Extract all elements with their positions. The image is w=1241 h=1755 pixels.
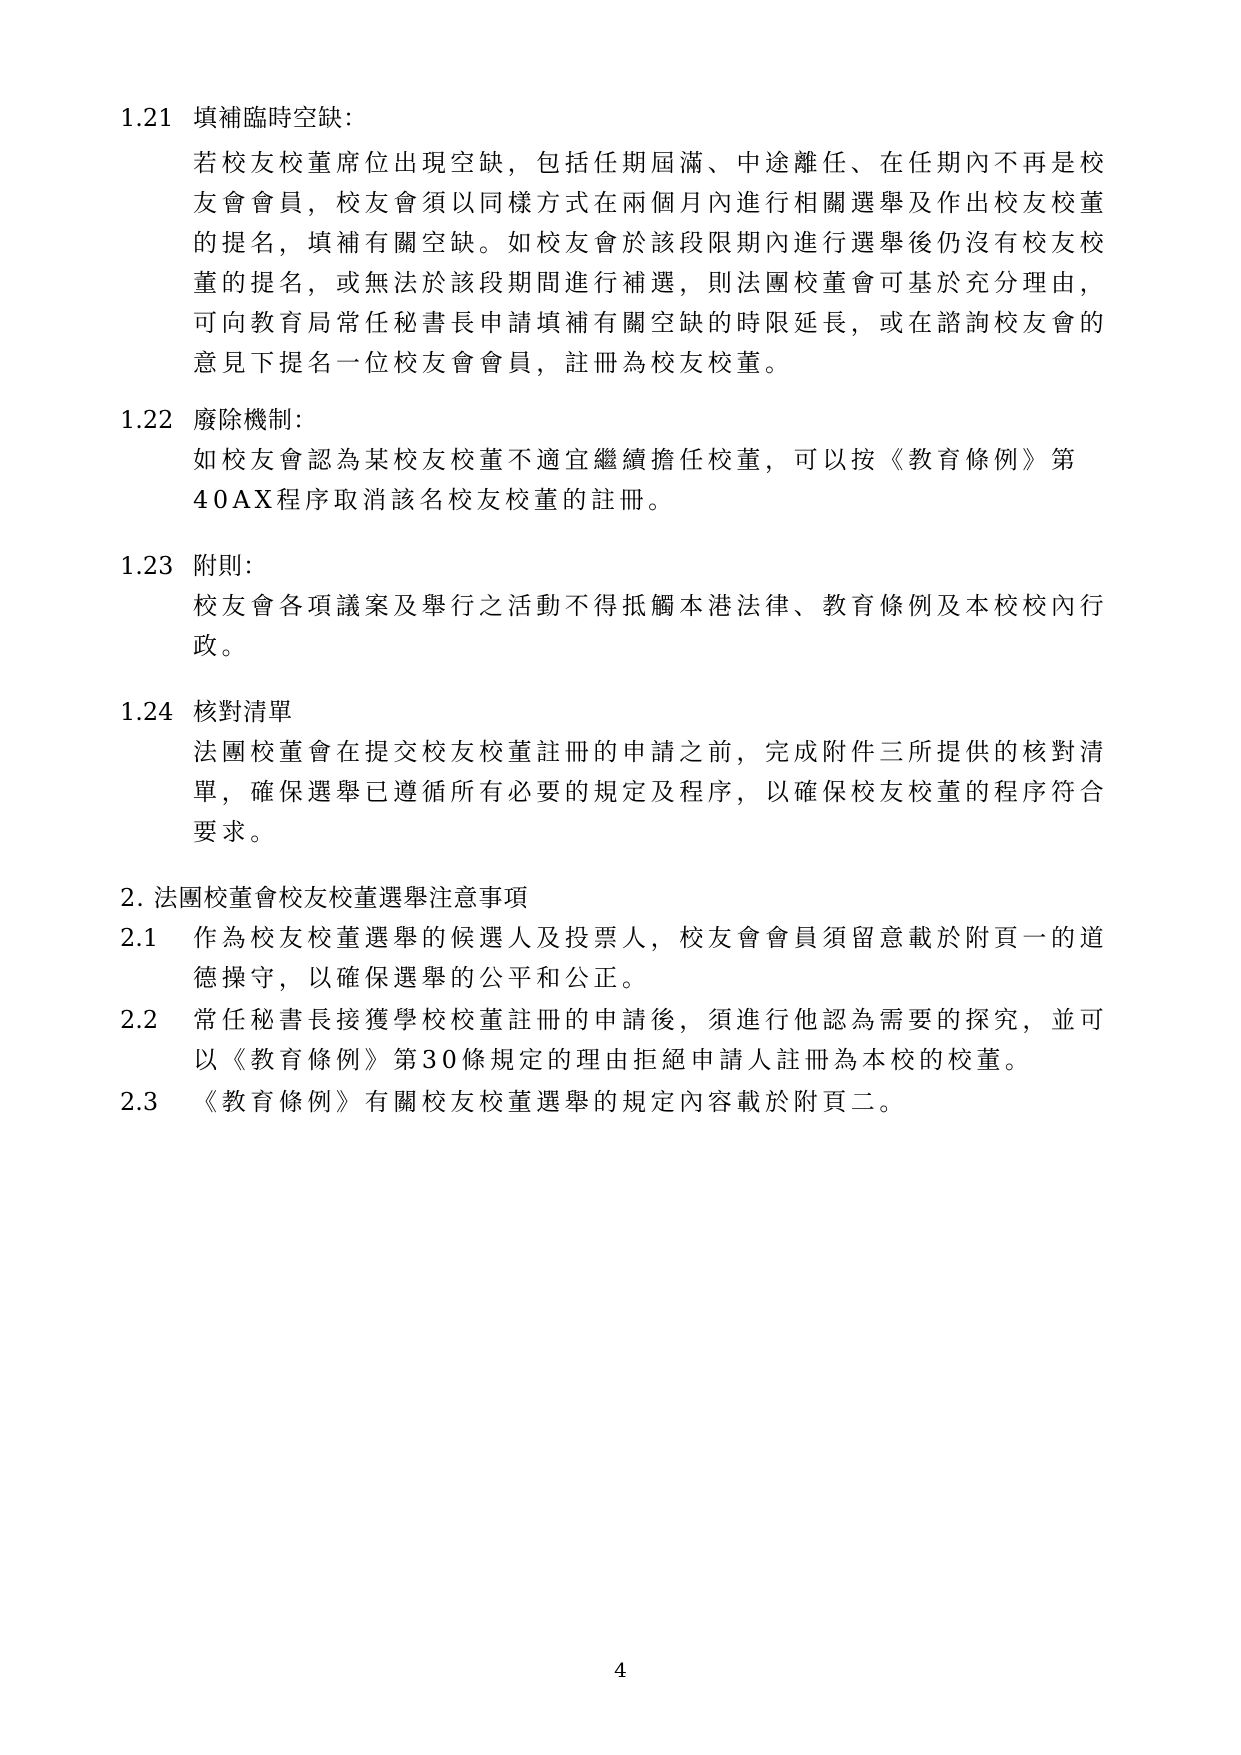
item-body — [193, 1082, 1123, 1122]
body-line: 可向教育局常任秘書長申請填補有關空缺的時限延長，或在諮詢校友會的 — [193, 309, 1109, 337]
body-line: 40AX程序取消該名校友校董的註冊。 — [193, 486, 677, 514]
item-body — [193, 732, 1123, 852]
item-heading: 附則： — [193, 552, 268, 580]
item-body — [193, 918, 1123, 998]
body-line: 友會會員，校友會須以同樣方式在兩個月內進行相關選舉及作出校友校董 — [193, 189, 1109, 217]
item-body — [193, 586, 1123, 666]
item-number: 2.2 — [120, 1006, 159, 1034]
item-number: 2.1 — [120, 924, 159, 952]
body-line: 意見下提名一位校友會會員，註冊為校友校董。 — [193, 349, 794, 377]
item-body — [193, 440, 1123, 520]
item-heading: 核對清單 — [193, 698, 293, 726]
body-line: 校友會各項議案及舉行之活動不得抵觸本港法律、教育條例及本校校內行 — [193, 592, 1109, 620]
body-line: 如校友會認為某校友校董不適宜繼續擔任校董，可以按《教育條例》第 — [193, 446, 1080, 474]
item-number: 2.3 — [120, 1088, 159, 1116]
body-line: 常任秘書長接獲學校校董註冊的申請後，須進行他認為需要的探究，並可 — [193, 1006, 1109, 1034]
page-number: 4 — [614, 1658, 627, 1682]
item-heading: 廢除機制： — [193, 406, 318, 434]
section-heading: 2. 法團校董會校友校董選舉注意事項 — [120, 884, 529, 912]
item-number: 1.21 — [120, 104, 174, 132]
body-line: 法團校董會在提交校友校董註冊的申請之前，完成附件三所提供的核對清 — [193, 738, 1109, 766]
body-line: 要求。 — [193, 818, 279, 846]
body-line: 若校友校董席位出現空缺，包括任期屆滿、中途離任、在任期內不再是校 — [193, 149, 1109, 177]
item-number: 1.22 — [120, 406, 174, 434]
body-line: 政。 — [193, 632, 251, 660]
body-line: 以《教育條例》第30條規定的理由拒絕申請人註冊為本校的校董。 — [193, 1046, 1034, 1074]
item-body — [193, 143, 1123, 383]
item-number: 1.23 — [120, 552, 174, 580]
body-line: 董的提名，或無法於該段期間進行補選，則法團校董會可基於充分理由， — [193, 269, 1109, 297]
item-body — [193, 1000, 1123, 1080]
body-line: 德操守，以確保選舉的公平和公正。 — [193, 964, 651, 992]
body-line: 的提名，填補有關空缺。如校友會於該段限期內進行選舉後仍沒有校友校 — [193, 229, 1109, 257]
item-number: 1.24 — [120, 698, 174, 726]
body-line: 單，確保選舉已遵循所有必要的規定及程序，以確保校友校董的程序符合 — [193, 778, 1109, 806]
body-line: 作為校友校董選舉的候選人及投票人，校友會會員須留意載於附頁一的道 — [193, 924, 1109, 952]
item-heading: 填補臨時空缺： — [193, 104, 368, 132]
body-line: 《教育條例》有關校友校董選舉的規定內容載於附頁二。 — [193, 1088, 908, 1116]
